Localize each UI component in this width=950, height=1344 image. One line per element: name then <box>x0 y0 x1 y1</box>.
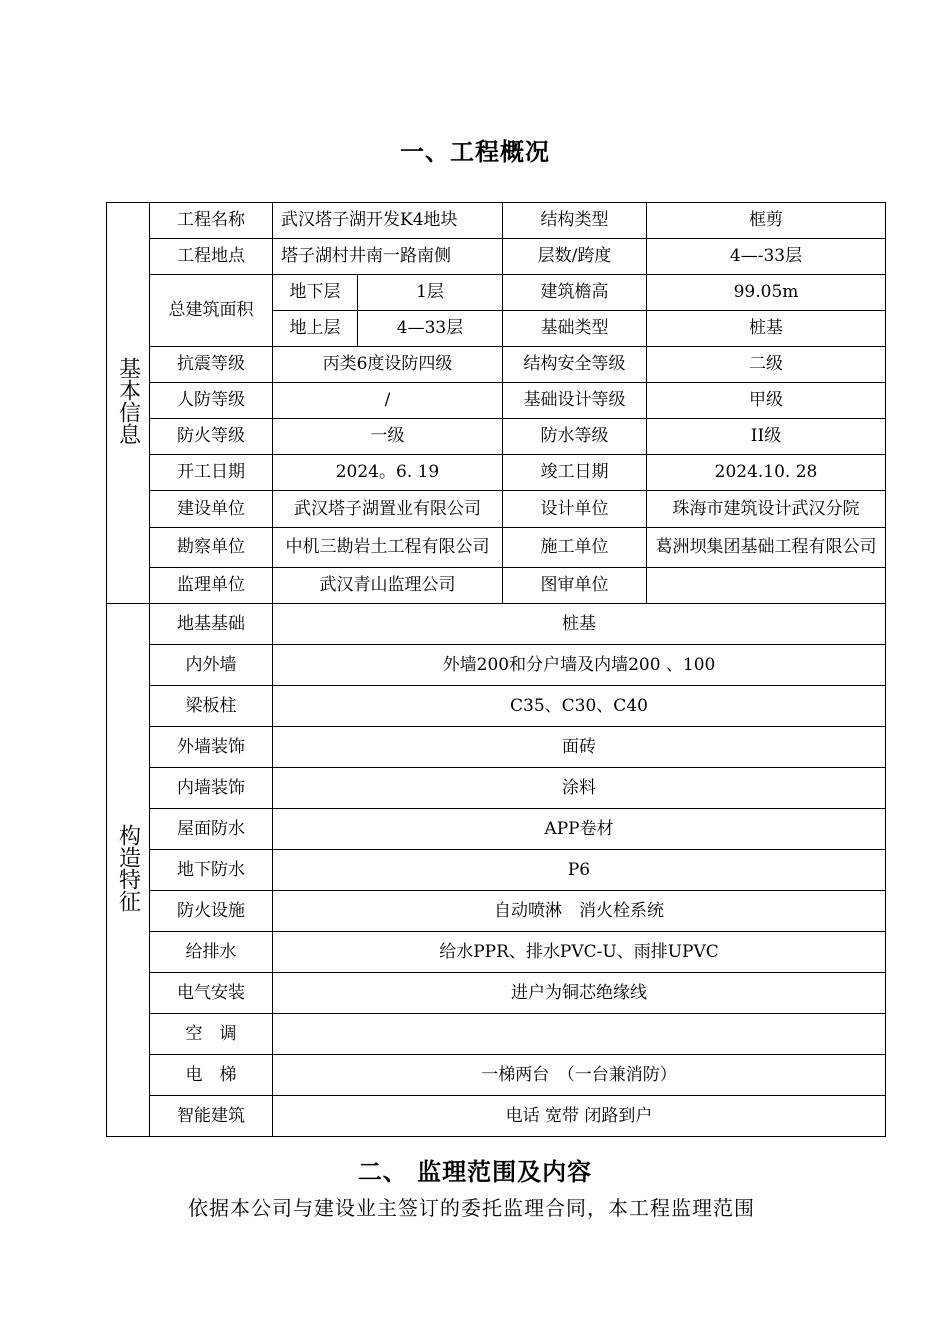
cell-value: 丙类6度设防四级 <box>273 347 503 383</box>
cell-label: 工程名称 <box>150 203 273 239</box>
cell-label: 勘察单位 <box>150 528 273 568</box>
cell-value: 一级 <box>273 419 503 455</box>
cell-value: 甲级 <box>647 383 886 419</box>
cell-label: 地下防水 <box>150 850 273 891</box>
cell-label: 建设单位 <box>150 491 273 528</box>
cell-label: 空 调 <box>150 1014 273 1055</box>
cell-value: 4—-33层 <box>647 239 886 275</box>
cell-value: II级 <box>647 419 886 455</box>
cell-value: 给水PPR、排水PVC-U、雨排UPVC <box>273 932 886 973</box>
cell-label: 地基基础 <box>150 604 273 645</box>
cell-label: 结构类型 <box>503 203 647 239</box>
body-paragraph: 依据本公司与建设业主签订的委托监理合同，本工程监理范围 <box>188 1196 755 1220</box>
cell-value: 进户为铜芯绝缘线 <box>273 973 886 1014</box>
cell-label: 屋面防水 <box>150 809 273 850</box>
cell-value: 2024.10. 28 <box>647 455 886 491</box>
cell-label: 防火设施 <box>150 891 273 932</box>
cell-value: P6 <box>273 850 886 891</box>
table-row <box>107 1055 886 1096</box>
cell-value: 珠海市建筑设计武汉分院 <box>647 491 886 528</box>
table-row <box>107 239 886 275</box>
table-row <box>107 491 886 528</box>
section-label-basic: 基本信息 <box>107 203 150 604</box>
cell-label: 基础设计等级 <box>503 383 647 419</box>
table-row <box>107 768 886 809</box>
table-row <box>107 973 886 1014</box>
cell-value: 武汉青山监理公司 <box>273 568 503 604</box>
table-row <box>107 645 886 686</box>
table-row <box>107 809 886 850</box>
table-row <box>107 1096 886 1137</box>
cell-label: 给排水 <box>150 932 273 973</box>
cell-label: 防火等级 <box>150 419 273 455</box>
cell-label: 智能建筑 <box>150 1096 273 1137</box>
table-row <box>107 686 886 727</box>
section-heading-scope: 二、 监理范围及内容 <box>357 1158 593 1186</box>
table-row <box>107 727 886 768</box>
cell-value <box>647 568 886 604</box>
cell-label: 设计单位 <box>503 491 647 528</box>
table-row <box>107 568 886 604</box>
cell-label: 基础类型 <box>503 311 647 347</box>
table-row <box>107 932 886 973</box>
cell-value: 一梯两台 （一台兼消防） <box>273 1055 886 1096</box>
cell-label: 工程地点 <box>150 239 273 275</box>
cell-value: 桩基 <box>647 311 886 347</box>
cell-value: 武汉塔子湖置业有限公司 <box>273 491 503 528</box>
cell-label: 监理单位 <box>150 568 273 604</box>
section-heading-overview: 一、工程概况 <box>400 138 550 166</box>
cell-label: 电气安装 <box>150 973 273 1014</box>
cell-value <box>273 1014 886 1055</box>
cell-label: 建筑檐高 <box>503 275 647 311</box>
cell-value: / <box>273 383 503 419</box>
cell-value: 葛洲坝集团基础工程有限公司 <box>647 528 886 568</box>
cell-label: 内外墙 <box>150 645 273 686</box>
cell-value: 二级 <box>647 347 886 383</box>
cell-label: 结构安全等级 <box>503 347 647 383</box>
cell-label-total-area: 总建筑面积 <box>150 275 273 347</box>
cell-value: APP卷材 <box>273 809 886 850</box>
cell-label: 图审单位 <box>503 568 647 604</box>
table-row <box>107 347 886 383</box>
cell-value: 塔子湖村井南一路南侧 <box>273 239 503 275</box>
cell-value: 面砖 <box>273 727 886 768</box>
cell-label: 竣工日期 <box>503 455 647 491</box>
table-row <box>107 891 886 932</box>
cell-label: 电 梯 <box>150 1055 273 1096</box>
table-row <box>107 455 886 491</box>
table-row <box>107 850 886 891</box>
cell-label: 人防等级 <box>150 383 273 419</box>
table-row <box>107 528 886 568</box>
cell-label: 开工日期 <box>150 455 273 491</box>
cell-label: 抗震等级 <box>150 347 273 383</box>
cell-value: 武汉塔子湖开发K4地块 <box>273 203 503 239</box>
cell-label: 梁板柱 <box>150 686 273 727</box>
project-overview-table <box>106 202 886 1137</box>
cell-value: 外墙200和分户墙及内墙200 、100 <box>273 645 886 686</box>
cell-value: 桩基 <box>273 604 886 645</box>
cell-value: C35、C30、C40 <box>273 686 886 727</box>
cell-value: 2024。6. 19 <box>273 455 503 491</box>
table-row <box>107 275 886 311</box>
cell-label: 施工单位 <box>503 528 647 568</box>
cell-value: 中机三勘岩土工程有限公司 <box>273 528 503 568</box>
table-row <box>107 604 886 645</box>
cell-value: 涂料 <box>273 768 886 809</box>
cell-value: 4—33层 <box>358 311 503 347</box>
table-row <box>107 203 886 239</box>
table-row <box>107 419 886 455</box>
cell-value: 框剪 <box>647 203 886 239</box>
cell-label: 外墙装饰 <box>150 727 273 768</box>
cell-label: 内墙装饰 <box>150 768 273 809</box>
cell-value: 自动喷淋 消火栓系统 <box>273 891 886 932</box>
cell-label: 防水等级 <box>503 419 647 455</box>
cell-label: 地下层 <box>273 275 358 311</box>
table-row <box>107 1014 886 1055</box>
cell-label: 层数/跨度 <box>503 239 647 275</box>
cell-value: 电话 宽带 闭路到户 <box>273 1096 886 1137</box>
section-label-structure: 构造特征 <box>107 604 150 1137</box>
cell-value: 1层 <box>358 275 503 311</box>
cell-value: 99.05m <box>647 275 886 311</box>
table-row <box>107 383 886 419</box>
cell-label: 地上层 <box>273 311 358 347</box>
